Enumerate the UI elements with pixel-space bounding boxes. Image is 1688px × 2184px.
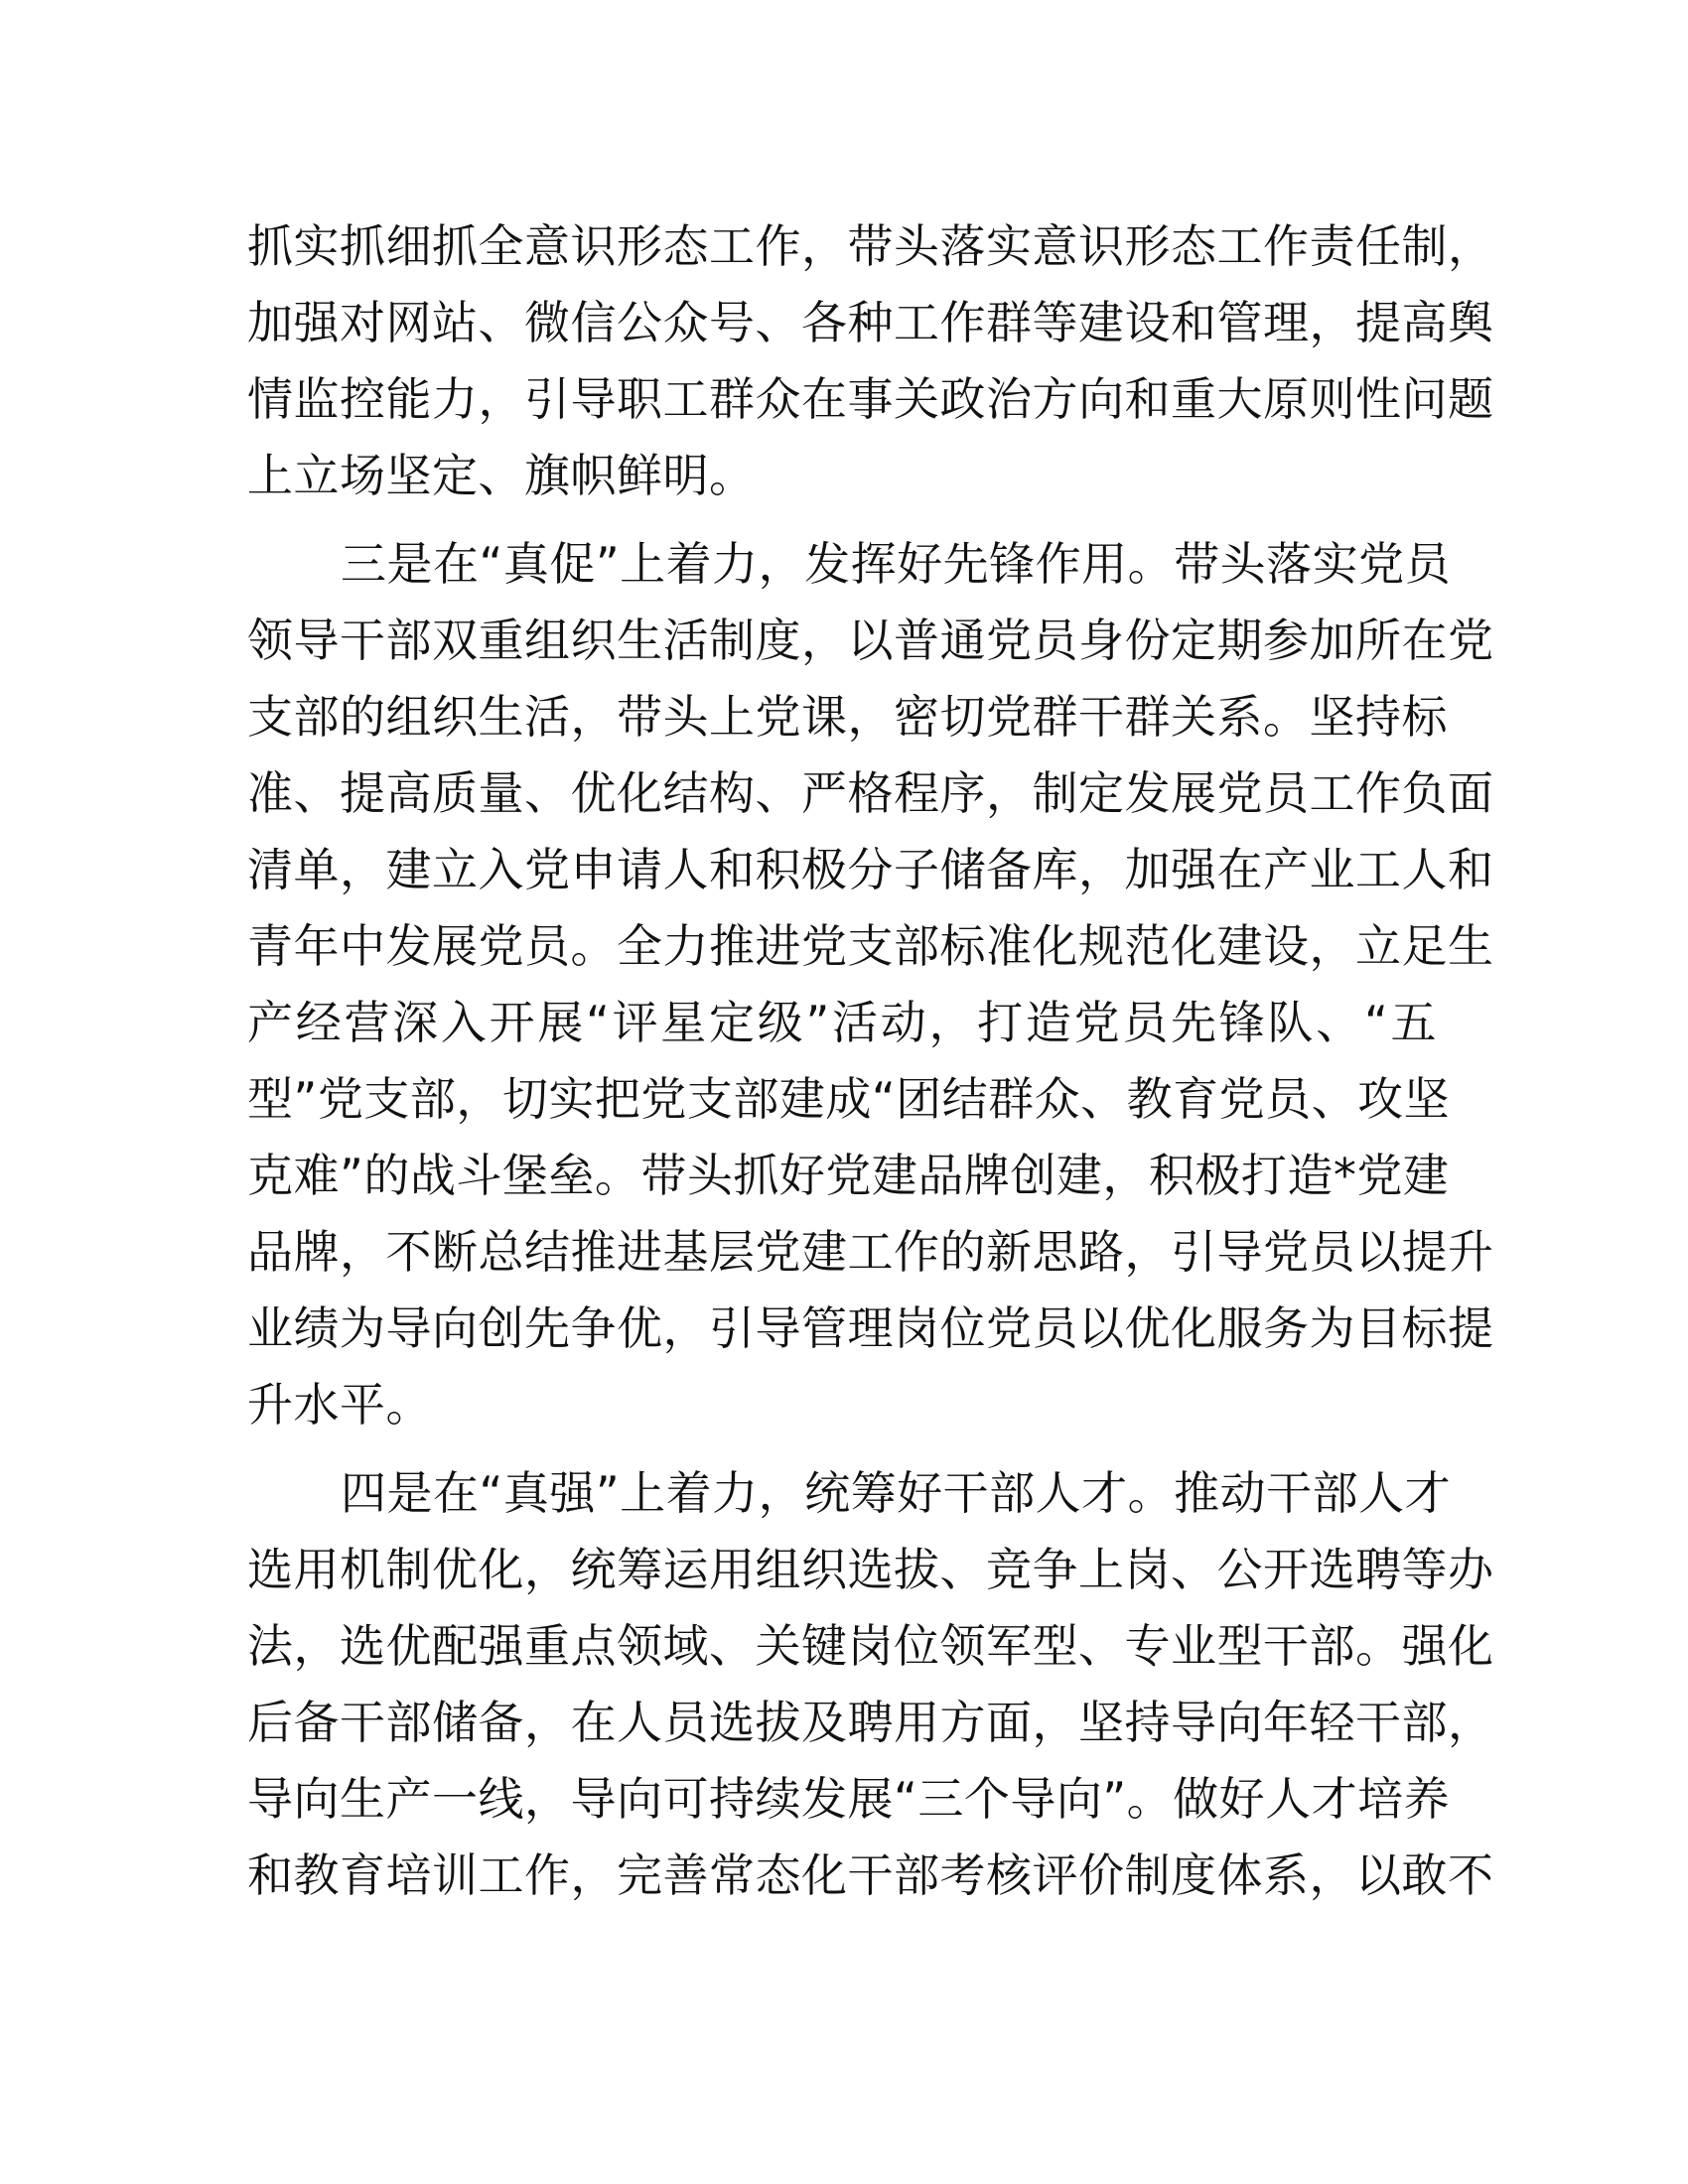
text-line: 情监控能力，引导职工群众在事关政治方向和重大原则性问题 bbox=[247, 372, 1494, 426]
text-line: 导向生产一线，导向可持续发展“三个导向”。做好人才培养 bbox=[247, 1772, 1451, 1826]
text-line: 准、提高质量、优化结构、严格程序，制定发展党员工作负面 bbox=[247, 766, 1494, 820]
text-line: 后备干部储备，在人员选拔及聘用方面，坚持导向年轻干部， bbox=[247, 1696, 1494, 1749]
text-line: 品牌，不断总结推进基层党建工作的新思路，引导党员以提升 bbox=[247, 1225, 1494, 1279]
paragraph-cadres bbox=[247, 1455, 1494, 1914]
paragraph-vanguard bbox=[247, 526, 1494, 1443]
text-line: 上立场坚定、旗帜鲜明。 bbox=[247, 449, 756, 502]
text-line: 青年中发展党员。全力推进党支部标准化规范化建设，立足生 bbox=[247, 919, 1494, 973]
text-line: 和教育培训工作，完善常态化干部考核评价制度体系，以敢不 bbox=[247, 1848, 1494, 1902]
text-line: 型”党支部，切实把党支部建成“团结群众、教育党员、攻坚 bbox=[247, 1072, 1451, 1126]
text-line: 四是在“真强”上着力，统筹好干部人才。推动干部人才 bbox=[341, 1466, 1452, 1520]
text-line: 支部的组织生活，带头上党课，密切党群干群关系。坚持标 bbox=[247, 690, 1448, 744]
document-body bbox=[247, 208, 1494, 1914]
text-line: 选用机制优化，统筹运用组织选拔、竞争上岗、公开选聘等办 bbox=[247, 1543, 1494, 1596]
text-line: 产经营深入开展“评星定级”活动，打造党员先锋队、“五 bbox=[247, 996, 1437, 1049]
paragraph-ideology bbox=[247, 208, 1494, 514]
text-line: 抓实抓细抓全意识形态工作，带头落实意识形态工作责任制， bbox=[247, 219, 1494, 273]
text-line: 法，选优配强重点领域、关键岗位领军型、专业型干部。强化 bbox=[247, 1619, 1494, 1673]
text-line: 加强对网站、微信公众号、各种工作群等建设和管理，提高舆 bbox=[247, 296, 1494, 349]
text-line: 三是在“真促”上着力，发挥好先锋作用。带头落实党员 bbox=[341, 537, 1452, 591]
text-line: 领导干部双重组织生活制度，以普通党员身份定期参加所在党 bbox=[247, 614, 1494, 667]
text-line: 业绩为导向创先争优，引导管理岗位党员以优化服务为目标提 bbox=[247, 1301, 1494, 1355]
text-line: 升水平。 bbox=[247, 1378, 432, 1432]
text-line: 清单，建立入党申请人和积极分子储备库，加强在产业工人和 bbox=[247, 843, 1494, 896]
text-line: 克难”的战斗堡垒。带头抓好党建品牌创建，积极打造*党建 bbox=[247, 1149, 1450, 1202]
